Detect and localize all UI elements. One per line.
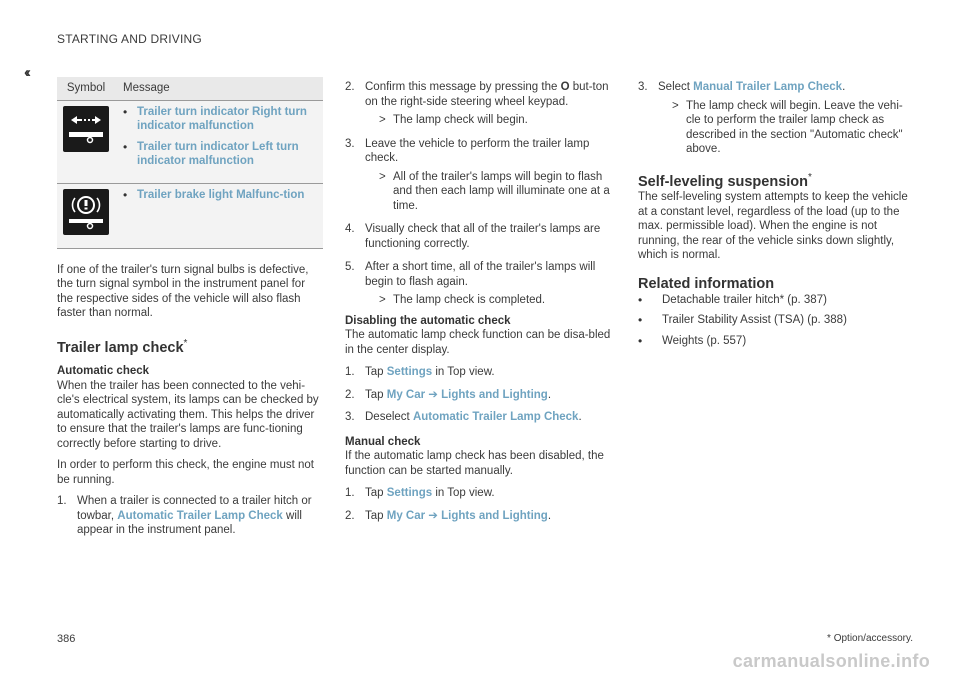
- arrow-right-icon: ➔: [425, 388, 442, 401]
- section-heading-related: Related information: [638, 275, 775, 292]
- manual-check-paragraph: If the automatic lamp check has been disabled, the function can be started manually.: [345, 450, 604, 477]
- lights-and-lighting-label: Lights and Lighting: [441, 509, 548, 522]
- automatic-trailer-lamp-check-option: Automatic Trailer Lamp Check: [412, 411, 579, 423]
- step-result: > All of the trailer's lamps will begin to flash and then each lamp will illuminate one at a time.: [379, 170, 610, 212]
- list-item: 2. Tap My Car ➔ Lights and Lighting.: [345, 509, 552, 522]
- list-item: 3. Leave the vehicle to perform the trailer lamp check. > All of the trailer's lamps will begin to flash and then each lamp will illuminate one at a time.: [345, 137, 615, 214]
- disabling-paragraph: The automatic lamp check function can be disa-bled in the center display.: [345, 329, 611, 356]
- list-item: 1. Tap Settings in Top view.: [345, 487, 495, 499]
- step-result: > The lamp check will begin. Leave the vehi-cle to perform the trailer lamp check as described in the section "Automatic check" above.: [672, 99, 903, 155]
- column-3: [638, 80, 913, 354]
- message-brake-light: Trailer brake light Malfunc-tion: [137, 188, 305, 201]
- automatic-trailer-lamp-check-label: Automatic Trailer Lamp Check: [117, 509, 283, 522]
- related-link-weights[interactable]: • Weights (p. 557): [638, 334, 913, 349]
- turn-signal-paragraph: If one of the trailer's turn signal bulbs is defective, the turn signal symbol in the instrument panel for the respective sides of the vehicle will also flash faster than normal.: [57, 263, 309, 319]
- list-item: 2. Confirm this message by pressing the O but-ton on the right-side steering wheel keypad. > The lamp check will begin.: [345, 80, 615, 128]
- message-left-indicator: Trailer turn indicator Left turn indicator malfunction: [137, 140, 299, 167]
- subheading-manual-check: Manual check: [345, 435, 421, 448]
- list-item: 3. Select Manual Trailer Lamp Check. > The lamp check will begin. Leave the vehi-cle to perform the trailer lamp check as described in the section "Automatic check" above.: [638, 80, 913, 157]
- subheading-automatic-check: Automatic check: [57, 365, 150, 378]
- self-leveling-paragraph: The self-leveling system attempts to keep the vehicle at a constant level, regardless of the load (up to the max. permissible load). When the engine is not running, the rear of the vehicle sinks down slightly, which is normal.: [638, 191, 908, 262]
- engine-note-paragraph: In order to perform this check, the engine must not be running.: [57, 459, 314, 486]
- page-number: 386: [57, 633, 76, 645]
- list-item: [123, 140, 319, 169]
- column-header-message: Message: [115, 77, 323, 100]
- list-item: 4. Visually check that all of the trailer's lamps are functioning correctly.: [345, 223, 601, 250]
- arrow-right-icon: ➔: [425, 509, 442, 522]
- list-item: 3. Deselect Automatic Trailer Lamp Check.: [345, 411, 582, 423]
- list-item: [123, 105, 319, 134]
- trailer-turn-indicator-icon: [63, 106, 109, 152]
- step-result: > The lamp check is completed.: [379, 294, 546, 306]
- back-chevrons-icon[interactable]: ‹‹: [24, 64, 28, 81]
- footnote: * Option/accessory.: [827, 633, 913, 644]
- table-row: [57, 183, 323, 248]
- column-header-symbol: Symbol: [57, 77, 115, 100]
- section-heading-self-leveling: Self-leveling suspension*: [638, 171, 812, 190]
- list-item: [123, 188, 319, 203]
- related-link-trailer-hitch[interactable]: • Detachable trailer hitch* (p. 387): [638, 293, 913, 308]
- related-link-tsa[interactable]: • Trailer Stability Assist (TSA) (p. 388): [638, 313, 913, 328]
- manual-trailer-lamp-check-option: Manual Trailer Lamp Check: [693, 81, 843, 93]
- trailer-brake-light-icon: [63, 189, 109, 235]
- settings-label: Settings: [386, 487, 433, 499]
- list-item: 1. When a trailer is connected to a trailer hitch or towbar, Automatic Trailer Lamp Check will appear in the instrument panel.: [57, 495, 312, 537]
- page-header: STARTING AND DRIVING: [57, 32, 202, 46]
- column-2: [345, 80, 615, 523]
- subheading-disabling: Disabling the automatic check: [345, 314, 511, 327]
- my-car-label: My Car: [386, 388, 426, 401]
- column-1: [57, 80, 323, 538]
- list-item: 2. Tap My Car ➔ Lights and Lighting.: [345, 388, 552, 401]
- list-item: 1. Tap Settings in Top view.: [345, 366, 495, 378]
- step-result: > The lamp check will begin.: [379, 114, 528, 126]
- watermark: carmanualsonline.info: [732, 651, 930, 671]
- list-item: 5. After a short time, all of the trailer's lamps will begin to flash again. > The lamp check is completed.: [345, 260, 615, 308]
- table-row: [57, 100, 323, 183]
- section-heading-trailer-lamp-check: Trailer lamp check*: [57, 337, 188, 356]
- message-right-indicator: Trailer turn indicator Right turn indicator malfunction: [137, 105, 307, 132]
- automatic-check-paragraph: When the trailer has been connected to the vehi-cle's electrical system, its lamps can be checked by automatically activating them. This helps the driver to ensure that the trailer's lamps are func-tioning correctly before starting to drive.: [57, 379, 319, 450]
- my-car-label: My Car: [386, 509, 426, 522]
- symbol-message-table: [57, 77, 323, 249]
- lights-and-lighting-label: Lights and Lighting: [441, 388, 548, 401]
- settings-label: Settings: [386, 366, 433, 378]
